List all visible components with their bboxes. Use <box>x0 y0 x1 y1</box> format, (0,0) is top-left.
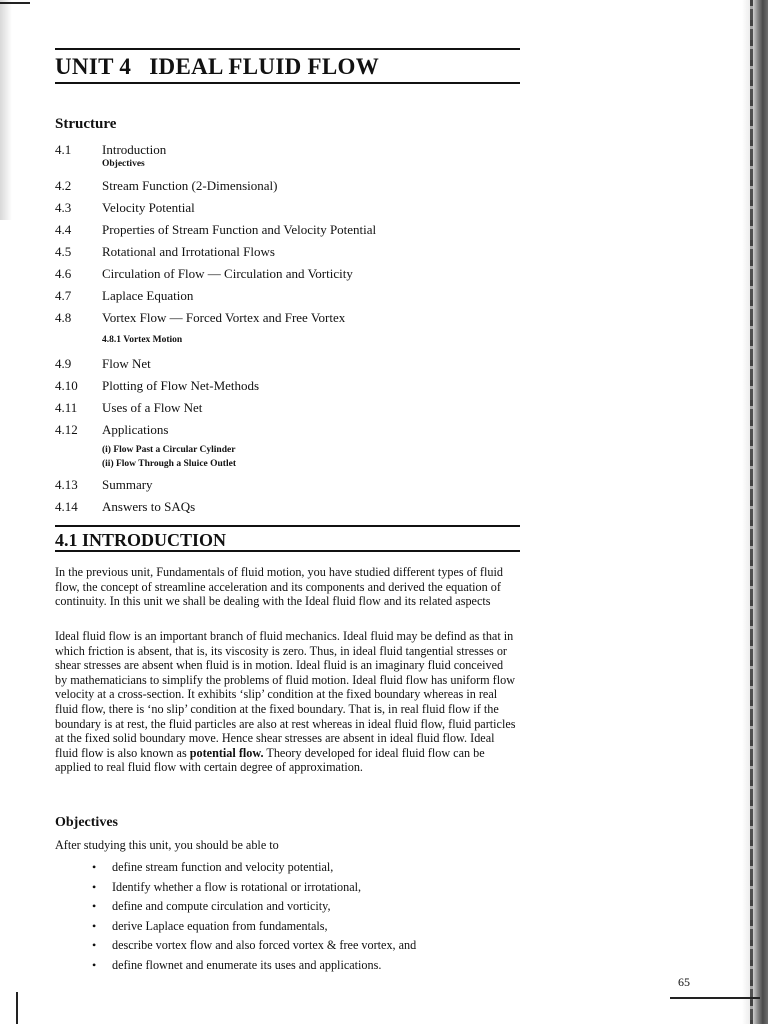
bullet-icon: • <box>92 957 97 972</box>
toc-title: Uses of a Flow Net <box>102 400 203 415</box>
toc-title: Plotting of Flow Net-Methods <box>102 378 260 393</box>
toc-title: Laplace Equation <box>102 288 194 303</box>
objective-text: define flownet and enumerate its uses and applications. <box>112 957 382 972</box>
toc-title: Velocity Potential <box>102 200 195 215</box>
list-item <box>90 878 416 898</box>
toc-title: Flow Net <box>102 356 151 371</box>
potential-flow-term: potential flow. <box>189 745 264 760</box>
toc-number: 4.8 <box>55 310 72 325</box>
bullet-icon: • <box>92 918 97 933</box>
corner-mark-bottom <box>670 997 760 999</box>
toc-subitem-objectives: Objectives <box>102 159 145 169</box>
toc-number: 4.13 <box>55 477 78 492</box>
toc-number: 4.4 <box>55 222 72 237</box>
toc-number: 4.5 <box>55 244 72 259</box>
objective-text: derive Laplace equation from fundamentals, <box>112 918 328 933</box>
corner-mark-top <box>0 2 30 4</box>
list-item <box>90 917 416 937</box>
bottom-tick <box>16 992 18 1024</box>
structure-heading: Structure <box>55 116 117 132</box>
objective-text: define stream function and velocity potential, <box>112 860 334 874</box>
intro-paragraph-2 <box>55 629 517 775</box>
unit-title: UNIT 4 IDEAL FLUID FLOW <box>55 54 380 79</box>
bullet-icon: • <box>92 938 97 953</box>
toc-title: Applications <box>102 422 169 437</box>
section-rule-bottom <box>55 550 520 552</box>
toc-number: 4.11 <box>55 400 78 415</box>
header-rule-top <box>55 48 520 50</box>
toc-title: Properties of Stream Function and Velocity Potential <box>102 222 377 237</box>
toc-subitem-sluice: (ii) Flow Through a Sluice Outlet <box>102 459 236 469</box>
intro-paragraph-1: In the previous unit, Fundamentals of fluid motion, you have studied different types of fluid flow, the concept of streamline acceleration and its components and derived the equation of continuity. In this unit we shall be dealing with the Ideal fluid flow and its related aspects <box>55 565 503 609</box>
list-item <box>90 858 416 878</box>
list-item <box>90 956 416 976</box>
toc-number: 4.3 <box>55 200 72 215</box>
bullet-icon: • <box>92 860 97 874</box>
toc-title: Stream Function (2-Dimensional) <box>102 178 278 193</box>
bullet-icon: • <box>92 899 97 914</box>
objectives-list <box>90 858 416 976</box>
toc-title: Answers to SAQs <box>102 499 196 514</box>
toc-subitem-cylinder: (i) Flow Past a Circular Cylinder <box>102 445 236 455</box>
objectives-heading: Objectives <box>55 815 118 830</box>
toc-number: 4.2 <box>55 178 72 193</box>
objective-text: define and compute circulation and vorticity, <box>112 899 331 914</box>
toc-number: 4.9 <box>55 356 72 371</box>
scan-edge-right <box>742 0 768 1024</box>
list-item <box>90 897 416 917</box>
section-title: 4.1 INTRODUCTION <box>55 530 227 550</box>
page-number: 65 <box>678 975 690 989</box>
toc-number: 4.14 <box>55 499 78 514</box>
section-rule-top <box>55 525 520 527</box>
intro-paragraph-2-text: Ideal fluid flow is an important branch of fluid mechanics. Ideal fluid may be defind as that in which friction is absent, that is, its viscosity is zero. Thus, in ideal fluid tangential stresses or shear stresses are absent when fluid is in motion. Ideal fluid is an imaginary fluid conceived by mathematicians to simplify the problems of fluid motion. Ideal fluid flow has uniform flow velocity at a cross-section. It exhibits ‘slip’ condition at the fixed boundary whereas in real fluid flow, there is ‘no slip’ condition at the fixed boundary. That is, in real fluid flow if the boundary is at rest, the fluid particles are also at rest whereas in ideal fluid flow, fluid particles at the fixed solid boundary move. Hence shear stresses are absent in ideal fluid flow. Ideal fluid flow is also known as <box>55 629 516 760</box>
list-item <box>90 936 416 956</box>
intro-paragraph-2-tail: Theory developed for ideal fluid flow can be applied to real fluid flow with certain degree of approximation. <box>55 745 485 775</box>
toc-title: Introduction <box>102 142 167 157</box>
toc-title: Rotational and Irrotational Flows <box>102 244 275 259</box>
objective-text: Identify whether a flow is rotational or irrotational, <box>112 879 362 894</box>
toc-subitem-vortex-motion: 4.8.1 Vortex Motion <box>102 335 183 345</box>
header-rule-bottom <box>55 82 520 84</box>
objectives-intro: After studying this unit, you should be able to <box>55 838 279 852</box>
toc-title: Vortex Flow — Forced Vortex and Free Vortex <box>102 310 346 325</box>
scan-streak <box>750 0 753 1024</box>
toc-title: Circulation of Flow — Circulation and Vorticity <box>102 266 353 281</box>
toc-number: 4.7 <box>55 288 72 303</box>
toc-title: Summary <box>102 477 153 492</box>
toc-number: 4.1 <box>55 142 72 157</box>
scan-edge-left <box>0 0 12 220</box>
objective-text: describe vortex flow and also forced vortex & free vortex, and <box>112 938 417 953</box>
bullet-icon: • <box>92 879 97 894</box>
toc-number: 4.10 <box>55 378 78 393</box>
toc-number: 4.12 <box>55 422 78 437</box>
toc-number: 4.6 <box>55 266 72 281</box>
